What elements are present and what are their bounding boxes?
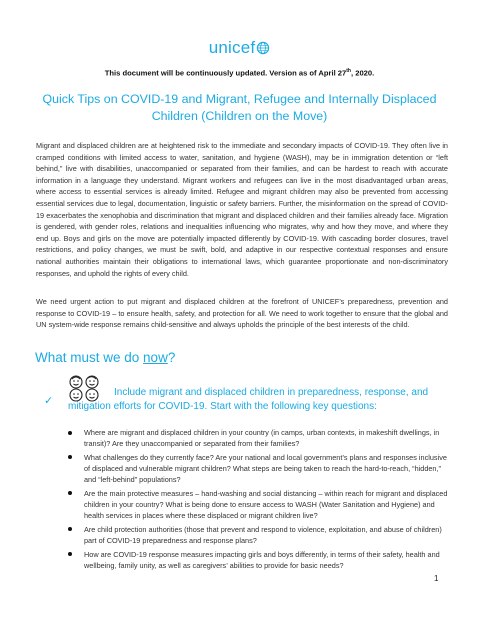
intro-paragraph: Migrant and displaced children are at heightened risk to the immediate and secondary impacts of COVID-19. They often live in cramped conditions with limited access to water, sanitation, and hygiene (WASH), may be in immigration detention or “left behind,” live with disabilities, unaccompanied or separated from their families, and can be hardest to reach with accurate information in a language they understand. Migrant workers and refugees can live in the most disadvantaged urban areas, where access to essential services is already limited. Refugee and migrant children may also be prevented from accessing essential services due to legal, documentation, linguistic or safety barriers. Further, the misinformation on the spread of COVID-19 exacerbates the xenophobia and discrimination that migrant and displaced children and their families already face. Migration is gendered, with gender roles, relations and inequalities influencing who migrates, why and how they move, and where they end up. Boys and girls on the move are potentially impacted differently by COVID-19. With cascading border closures, travel restrictions, and policy changes, we must be swift, bold, and adaptive in our respective contextual responses and ensure national authorities maintain their obligations to international laws, which guarantee proportionate and non-discriminatory responses, and uphold the rights of every child.	[36, 141, 448, 278]
section-heading: What must we do now?	[35, 350, 176, 365]
bullet-icon	[68, 552, 72, 556]
urgent-action-paragraph: We need urgent action to put migrant and displaced children at the forefront of UNICEF’s preparedness, prevention and response to COVID-19 – to ensure health, safety, and protection for all. We need to work together to ensure that the global and UN system-wide response remains child-sensitive and always upholds the principle of the best interests of the child.	[36, 297, 448, 330]
key-questions-list	[64, 427, 448, 573]
unicef-logo	[0, 38, 479, 60]
bullet-icon	[68, 491, 72, 495]
key-action-block	[44, 373, 454, 423]
bullet-icon	[68, 431, 72, 435]
unicef-globe-icon	[256, 40, 270, 60]
version-note: This document will be continuously updated. Version as of April 27th, 2020.	[104, 68, 375, 78]
document-title: Quick Tips on COVID-19 and Migrant, Refugee and Internally Displaced Children (Children on the Move)	[42, 92, 437, 123]
logo-text: unicef	[208, 38, 256, 57]
list-item: How are COVID-19 response measures impacting girls and boys differently, in terms of their safety, health and wellbeing, family unity, as well as caregivers’ abilities to provide for basic needs?	[64, 549, 448, 571]
check-icon: ✓	[44, 395, 54, 407]
list-item: What challenges do they currently face? Are your national and local government’s plans and responses inclusive of displaced and vulnerable migrant children? What steps are being taken to reach the hard-to-reach, “hidden,” and “left-behind” populations?	[64, 452, 448, 486]
list-item: Are child protection authorities (those that prevent and respond to violence, exploitation, and abuse of children) part of COVID-19 preparedness and response plans?	[64, 524, 448, 546]
list-item: Are the main protective measures – hand-washing and social distancing – within reach for migrant and displaced children in your country? What is being done to ensure access to WASH (Water Sanitation and Hygiene) and health services in places where these displaced or migrant children live?	[64, 488, 448, 522]
bullet-icon	[68, 455, 72, 459]
page-number: 1	[434, 574, 439, 583]
key-action-text: Include migrant and displaced children in preparedness, response, and mitigation efforts for COVID-19. Start with the following key questions:	[68, 387, 429, 412]
list-item: Where are migrant and displaced children in your country (in camps, urban contexts, in makeshift dwellings, in transit)? Are they unaccompanied or separated from their families?	[64, 427, 448, 449]
bullet-icon	[68, 527, 72, 531]
